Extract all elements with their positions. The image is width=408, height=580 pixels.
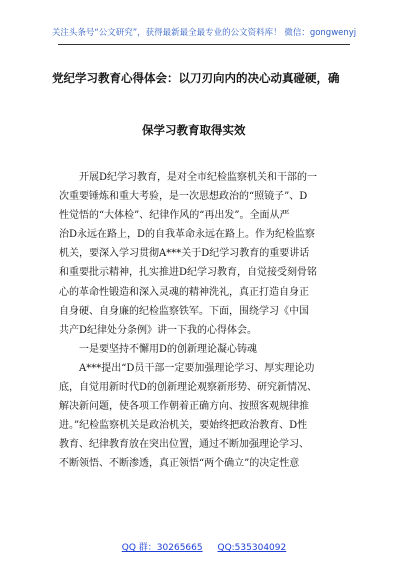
body-line: 和重要批示精神，扎实推进D纪学习教育，自觉接受刻骨铭 — [59, 267, 318, 279]
section-heading: 一是要坚持不懈用D的创新理论凝心铸魂 — [79, 343, 258, 355]
header-promo: 关注头条号“公文研究”，获得最新最全最专业的公文资料库！ 微信：gongwenyj — [51, 28, 357, 38]
body-line: 进。”纪检监察机关是政治机关，要始终把政治教育、D性 — [59, 420, 308, 432]
body-line: 解决新问题，使各项工作朝着正确方向、按照客观规律推 — [59, 401, 309, 413]
body-line: 不断领悟、不断渗透，真正领悟“两个确立”的决定性意 — [59, 458, 300, 470]
body-line: A***提出“D员干部一定要加强理论学习、厚实理论功 — [79, 362, 315, 374]
body-line: 次重要锤炼和重大考验，是一次思想政治的“照镜子”、D — [59, 191, 308, 203]
body-line: 治D永远在路上，D的自我革命永远在路上。作为纪检监察 — [59, 229, 316, 241]
footer-contact — [0, 540, 408, 553]
document-title-line-2: 保学习教育取得实效 — [142, 123, 246, 137]
body-line: 教育、纪律教育放在突出位置，通过不断加强理论学习、 — [59, 439, 309, 451]
body-line: 开展D纪学习教育，是对全市纪检监察机关和干部的一 — [79, 172, 318, 183]
body-line: 自身硬、自身廉的纪检监察铁军。下面，围绕学习《中国 — [59, 305, 309, 317]
header-divider — [58, 44, 350, 45]
document-title-line-1: 党纪学习教育心得体会：以刀刃向内的决心动真碰硬，确 — [52, 71, 340, 85]
body-line: 心的革命性锻造和深入灵魂的精神洗礼，真正打造自身正 — [59, 286, 309, 298]
body-line: 底，自觉用新时代D的创新理论观察新形势、研究新情况、 — [59, 382, 318, 394]
footer-qq-group-link[interactable]: QQ 群：30265665 — [121, 543, 203, 553]
document-body — [59, 168, 359, 474]
footer-qq-link[interactable]: QQ:535304092 — [217, 543, 287, 553]
body-line: 共产D纪律处分条例》讲一下我的心得体会。 — [59, 324, 258, 336]
body-line: 机关，要深入学习贯彻A***关于D纪学习教育的重要讲话 — [59, 248, 310, 260]
body-line: 性觉悟的“大体检”、纪律作风的“再出发”。全面从严 — [59, 210, 290, 222]
